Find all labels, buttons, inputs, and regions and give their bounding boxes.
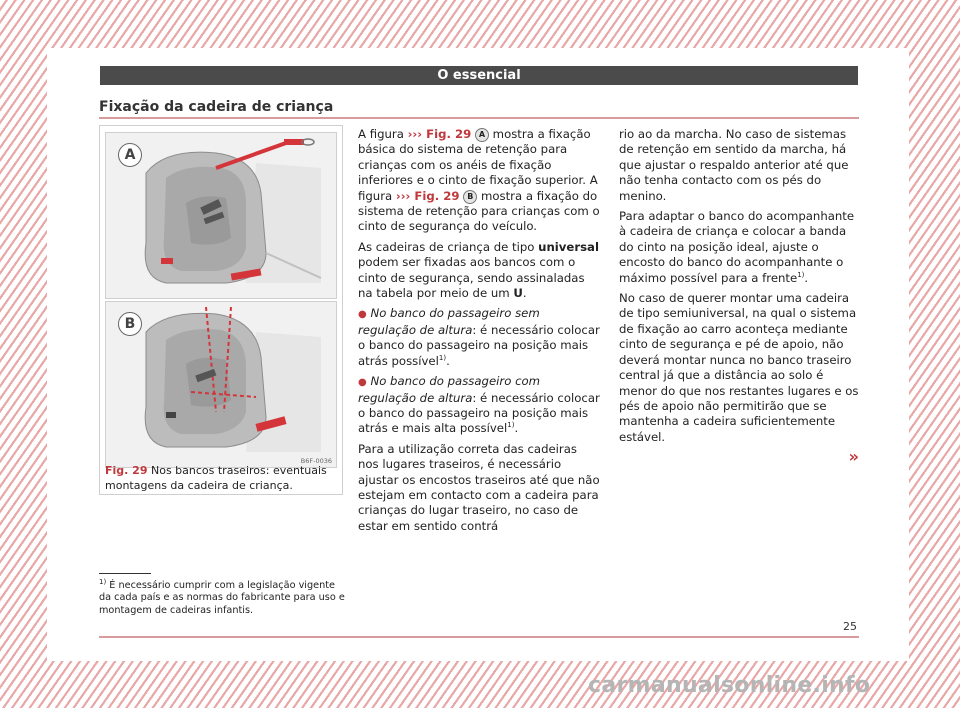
figure-code: B6F-0036 — [300, 457, 332, 465]
figure-label-b: B — [118, 312, 142, 336]
text: : é necessário colocar o banco do passageiro na posição mais atrás e mais alta possível — [358, 390, 600, 436]
callout-b: B — [463, 190, 477, 204]
figure-link[interactable]: Fig. 29 — [422, 127, 472, 141]
continue-arrow-icon: » — [848, 446, 859, 466]
text: : é necessário colocar o banco do passageiro na posição mais atrás possível — [358, 322, 600, 368]
figure-label-a: A — [118, 143, 142, 167]
footnote-marker: 1) — [99, 577, 107, 586]
paragraph: No caso de querer montar uma cadeira de tipo semiuniversal, na qual o sistema de fixação ao carro aconteça mediante cinto de segurança e pé de apoio, não deverá montar nunca no banco traseiro central já que a distância ao solo é menor do que nos restantes lugares e os pés de apoio não permitirão que se mantenha a cadeira suficientemente estável. — [619, 291, 859, 444]
section-title: Fixação da cadeira de criança — [99, 99, 334, 115]
paragraph: rio ao da marcha. No caso de sistemas de retenção em sentido da marcha, há que ajustar o respaldo anterior até que não tenha contacto com os pés do menino. — [619, 127, 849, 203]
callout-a: A — [475, 128, 489, 142]
figure-29 — [99, 125, 343, 495]
text: . — [522, 286, 527, 301]
figure-caption-text: Nos bancos traseiros: eventuais montagens da cadeira de criança. — [105, 464, 327, 492]
text: . — [804, 270, 809, 285]
text: . — [514, 421, 519, 436]
page-number: 25 — [843, 620, 857, 633]
text: . — [446, 353, 450, 368]
paragraph: Para a utilização correta das cadeiras nos lugares traseiros, é necessário ajustar os encostos traseiros até que não estejam em contacto com a cadeira para crianças do lugar traseiro, no caso de estar em sentido contrá — [358, 441, 600, 533]
text: mostra a fixação básica do sistema de retenção para crianças com os anéis de fixação inferiores e o cinto de fixação superior. A figura — [358, 127, 598, 203]
text: A figura — [358, 127, 408, 141]
figure-caption-ref: Fig. 29 — [105, 464, 148, 477]
footnote-ref: 1) — [438, 353, 447, 362]
paragraph — [358, 127, 600, 235]
figure-panel-a — [105, 132, 337, 299]
chapter-header: O essencial — [100, 66, 858, 85]
text-column-1 — [358, 127, 600, 539]
watermark: carmanualsonline.info — [588, 673, 871, 698]
bullet-icon: ● — [358, 377, 367, 389]
text-column-2 — [619, 127, 861, 466]
text: mostra a fixação do sistema de retenção para crianças com o cinto de segurança do veículo. — [358, 188, 600, 234]
footnote-ref: 1) — [797, 270, 805, 279]
figure-panel-b — [105, 301, 337, 468]
text: Para adaptar o banco do acompanhante à cadeira de criança e colocar a banda do cinto na posição ideal, ajuste o encosto do banco do acompanhante o máximo possível para a frente — [619, 209, 855, 285]
italic-text: No banco do passageiro com regulação de altura — [358, 374, 541, 405]
text: podem ser fixadas aos bancos com o cinto de segurança, sendo assinaladas na tabela por meio de um — [358, 255, 585, 301]
bullet-item — [358, 374, 600, 437]
text: As cadeiras de criança de tipo — [358, 239, 539, 254]
footnote-ref: 1) — [507, 421, 515, 430]
title-divider — [99, 117, 859, 119]
arrow-ref: ››› — [395, 188, 411, 203]
bold-term: U — [513, 286, 523, 301]
italic-text: No banco do passageiro sem regulação de altura — [358, 306, 540, 337]
bullet-icon: ● — [358, 309, 367, 321]
footnote-text: É necessário cumprir com a legislação vigente da cada país e as normas do fabricante para uso e montagem de cadeiras infantis. — [99, 580, 345, 616]
footnote-divider — [99, 573, 151, 574]
arrow-ref: ››› — [407, 127, 423, 141]
figure-link[interactable]: Fig. 29 — [410, 188, 460, 203]
figure-caption — [105, 463, 337, 493]
bullet-item — [358, 306, 600, 369]
bold-term: universal — [538, 239, 599, 254]
paragraph — [358, 240, 600, 302]
paragraph — [619, 209, 861, 286]
footnote — [99, 577, 349, 617]
footer-divider — [99, 636, 859, 638]
